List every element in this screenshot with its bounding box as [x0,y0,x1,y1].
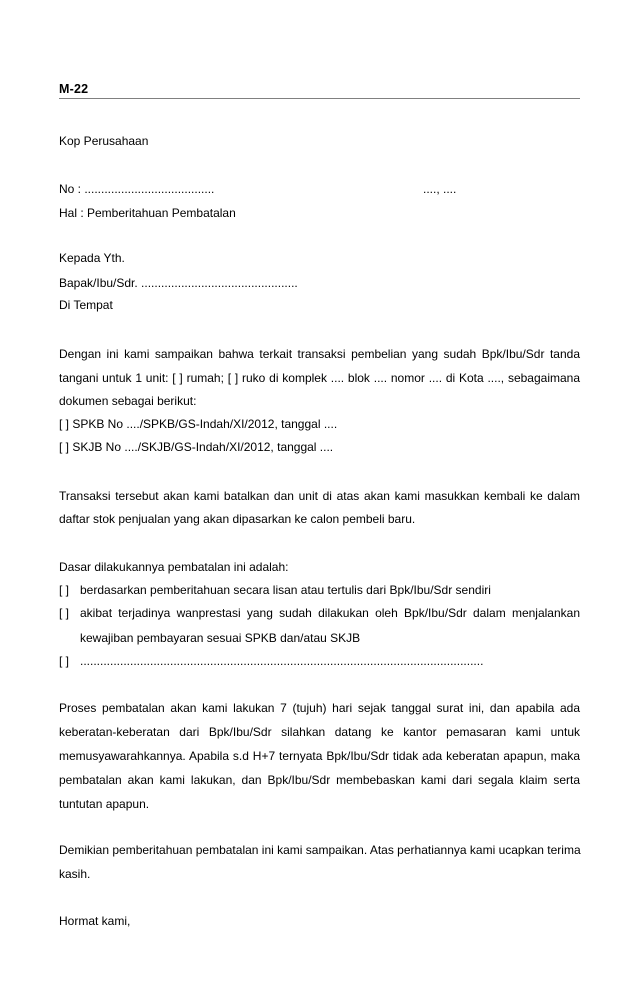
letterhead: Kop Perusahaan [59,134,149,148]
para4-line1: Proses pembatalan akan kami lakukan 7 (tujuh) hari sejak tanggal surat ini, dan apabila ada [59,701,580,715]
closing: Hormat kami, [59,914,131,928]
reason2-text-line1: akibat terjadinya wanprestasi yang sudah dilakukan oleh Bpk/Ibu/Sdr dalam menjalankan [80,606,580,620]
para1-line1: Dengan ini kami sampaikan bahwa terkait transaksi pembelian yang sudah Bpk/Ibu/Sdr tanda [59,347,580,361]
para2-line1: Transaksi tersebut akan kami batalkan dan unit di atas akan kami masukkan kembali ke dalam [59,489,580,503]
addressee-greeting: Kepada Yth. [59,251,125,265]
para4-line5: tuntutan apapun. [59,797,150,811]
para5-line2: kasih. [59,867,91,881]
reason2-checkbox: [ ] [59,606,70,620]
skjb-line: [ ] SKJB No ..../SKJB/GS-Indah/XI/2012, tanggal .... [59,440,334,454]
spkb-line: [ ] SPKB No ..../SPKB/GS-Indah/XI/2012, tanggal .... [59,417,338,431]
para4-line4: pembatalan akan kami lakukan, dan Bpk/Ibu/Sdr membebaskan kami dari segala klaim serta [59,773,580,787]
subject-line: Hal : Pemberitahuan Pembatalan [59,206,236,220]
number-line: No : ....................................... [59,182,215,196]
addressee-place: Di Tempat [59,298,113,312]
reasons-intro: Dasar dilakukannya pembatalan ini adalah: [59,560,289,574]
para1-line2: tangani untuk 1 unit: [ ] rumah; [ ] ruko di komplek .... blok .... nomor .... di Kota ...., sebagaimana [59,371,580,385]
para2-line2: daftar stok penjualan yang akan dipasarkan ke calon pembeli baru. [59,512,416,526]
reason2-text-line2: kewajiban pembayaran sesuai SPKB dan/atau SKJB [80,631,361,645]
form-code: M-22 [59,82,89,96]
reason1-text: berdasarkan pemberitahuan secara lisan atau tertulis dari Bpk/Ibu/Sdr sendiri [80,583,491,597]
para1-line3: dokumen sebagai berikut: [59,394,197,408]
reason3-checkbox: [ ] [59,654,70,668]
date-line: ...., .... [423,182,457,196]
addressee-name: Bapak/Ibu/Sdr. ............................................... [59,276,298,290]
letter-page [59,0,580,1004]
para4-line2: keberatan-keberatan dari Bpk/Ibu/Sdr silahkan datang ke kantor pemasaran kami untuk [59,725,580,739]
para4-line3: memusyawarahkannya. Apabila s.d H+7 ternyata Bpk/Ibu/Sdr tidak ada keberatan apapun, maka [59,749,580,763]
reason3-text: ......................................................................................................................... [80,654,484,668]
reason1-checkbox: [ ] [59,583,70,597]
header-divider [59,98,580,99]
para5-line1: Demikian pemberitahuan pembatalan ini kami sampaikan. Atas perhatiannya kami ucapkan terima [59,843,581,857]
